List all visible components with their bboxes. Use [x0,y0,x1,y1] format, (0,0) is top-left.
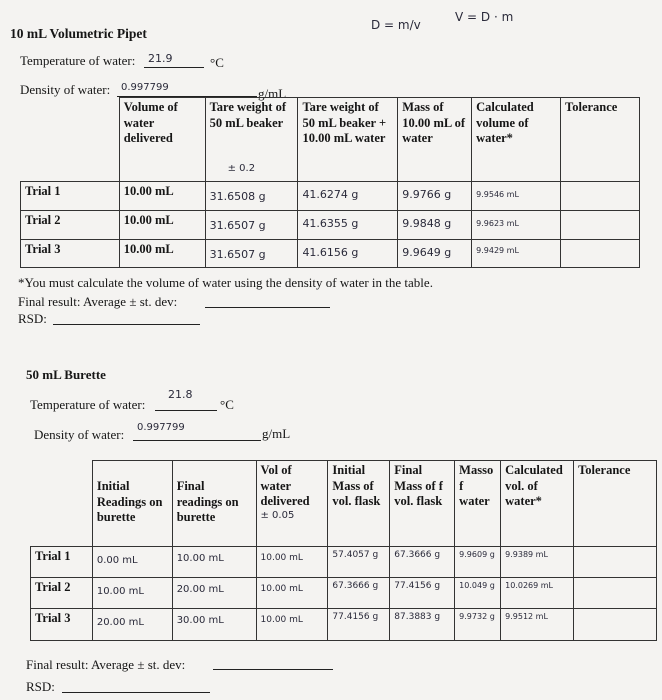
col-vol-delivered [256,461,328,547]
cell-final-mass: 67.3666 g [390,547,455,578]
pipet-rsd-label: RSD: [18,311,47,326]
cell-tare-plus: 41.6355 g [298,211,398,240]
cell-init-mass: 57.4057 g [328,547,390,578]
table-row [21,240,640,268]
volume-formula: V = D · m [455,10,514,24]
pipet-header-row [21,98,640,182]
row-label: Trial 2 [21,211,120,240]
cell-tolerance [561,211,640,240]
cell-volume: 10.00 mL [119,240,205,268]
col-initial-readings: Initial Readings on burette [92,461,172,547]
vol-uncertainty: ± 0.05 [260,509,295,521]
cell-initial: 10.00 mL [92,578,172,609]
burette-density-unit: g/mL [262,426,291,441]
cell-final: 30.00 mL [172,609,256,641]
pipet-density-unit: g/mL [258,86,287,101]
row-label: Trial 2 [31,578,93,609]
pipet-temp-value: 21.9 [148,52,173,65]
cell-init-mass: 67.3666 g [328,578,390,609]
pipet-density-value: 0.997799 [121,82,169,93]
density-formula: D = m/v [371,18,421,32]
cell-initial: 0.00 mL [92,547,172,578]
cell-tare: 31.6507 g [205,240,298,268]
col-initial-mass: Initial Mass of vol. flask [328,461,390,547]
col-volume-delivered: Volume of water delivered [119,98,205,182]
cell-vol: 10.00 mL [256,609,328,641]
cell-mass: 9.9766 g [398,182,472,211]
cell-vol: 10.00 mL [256,547,328,578]
cell-tare: 31.6508 g [205,182,298,211]
row-label: Trial 1 [21,182,120,211]
pipet-temp-unit: °C [210,55,224,70]
col-final-readings: Final readings on burette [172,461,256,547]
cell-tare: 31.6507 g [205,211,298,240]
row-label: Trial 3 [31,609,93,641]
cell-water-mass: 9.9609 g [455,547,501,578]
cell-tolerance [574,609,657,641]
pipet-final-result-label: Final result: Average ± st. dev: [18,294,178,309]
cell-calc: 10.0269 mL [501,578,574,609]
pipet-footnote: *You must calculate the volume of water using the density of water in the table. [18,275,433,290]
cell-tolerance [561,182,640,211]
col-final-mass: Final Mass of f vol. flask [390,461,455,547]
cell-calc: 9.9546 mL [472,182,561,211]
cell-calc: 9.9623 mL [472,211,561,240]
cell-calc: 9.9429 mL [472,240,561,268]
cell-mass: 9.9848 g [398,211,472,240]
burette-temp-unit: °C [220,397,234,412]
row-label: Trial 3 [21,240,120,268]
burette-density-value: 0.997799 [137,422,185,433]
table-row [31,578,657,609]
burette-temp-label: Temperature of water: [30,397,146,412]
cell-mass: 9.9649 g [398,240,472,268]
cell-initial: 20.00 mL [92,609,172,641]
burette-rsd-label: RSD: [26,679,55,694]
table-row [21,182,640,211]
page-title: 10 mL Volumetric Pipet [10,26,147,41]
col-tolerance: Tolerance [561,98,640,182]
col-tolerance: Tolerance [574,461,657,547]
burette-title: 50 mL Burette [26,367,106,382]
cell-final: 10.00 mL [172,547,256,578]
table-row [21,211,640,240]
col-mass-of-water: Mass of 10.00 mL of water [398,98,472,182]
burette-temp-value: 21.8 [168,388,193,401]
col-calculated-vol: Calculated vol. of water* [501,461,574,547]
cell-init-mass: 77.4156 g [328,609,390,641]
cell-calc: 9.9512 mL [501,609,574,641]
burette-density-label: Density of water: [34,427,125,442]
burette-table [30,460,657,641]
pipet-table [20,97,640,268]
col-vol-delivered-label: Vol of water delivered [260,463,310,509]
col-calculated-volume: Calculated volume of water* [472,98,561,182]
col-tare-plus-water: Tare weight of 50 mL beaker + 10.00 mL water [298,98,398,182]
cell-vol: 10.00 mL [256,578,328,609]
table-row [31,609,657,641]
cell-final-mass: 77.4156 g [390,578,455,609]
cell-final: 20.00 mL [172,578,256,609]
pipet-temp-label: Temperature of water: [20,53,136,68]
burette-final-result-label: Final result: Average ± st. dev: [26,657,186,672]
cell-final-mass: 87.3883 g [390,609,455,641]
pipet-density-label: Density of water: [20,82,111,97]
col-tare-weight-label: Tare weight of 50 mL beaker [209,100,286,130]
table-row [31,547,657,578]
cell-water-mass: 9.9732 g [455,609,501,641]
cell-tolerance [574,547,657,578]
cell-calc: 9.9389 mL [501,547,574,578]
col-tare-weight [205,98,298,182]
cell-volume: 10.00 mL [119,182,205,211]
cell-tolerance [574,578,657,609]
cell-tare-plus: 41.6274 g [298,182,398,211]
cell-water-mass: 10.049 g [455,578,501,609]
row-label: Trial 1 [31,547,93,578]
col-mass-water: Masso f water [455,461,501,547]
cell-tare-plus: 41.6156 g [298,240,398,268]
cell-volume: 10.00 mL [119,211,205,240]
cell-tolerance [561,240,640,268]
tare-uncertainty: ± 0.2 [227,163,256,175]
burette-header-row [31,461,657,547]
